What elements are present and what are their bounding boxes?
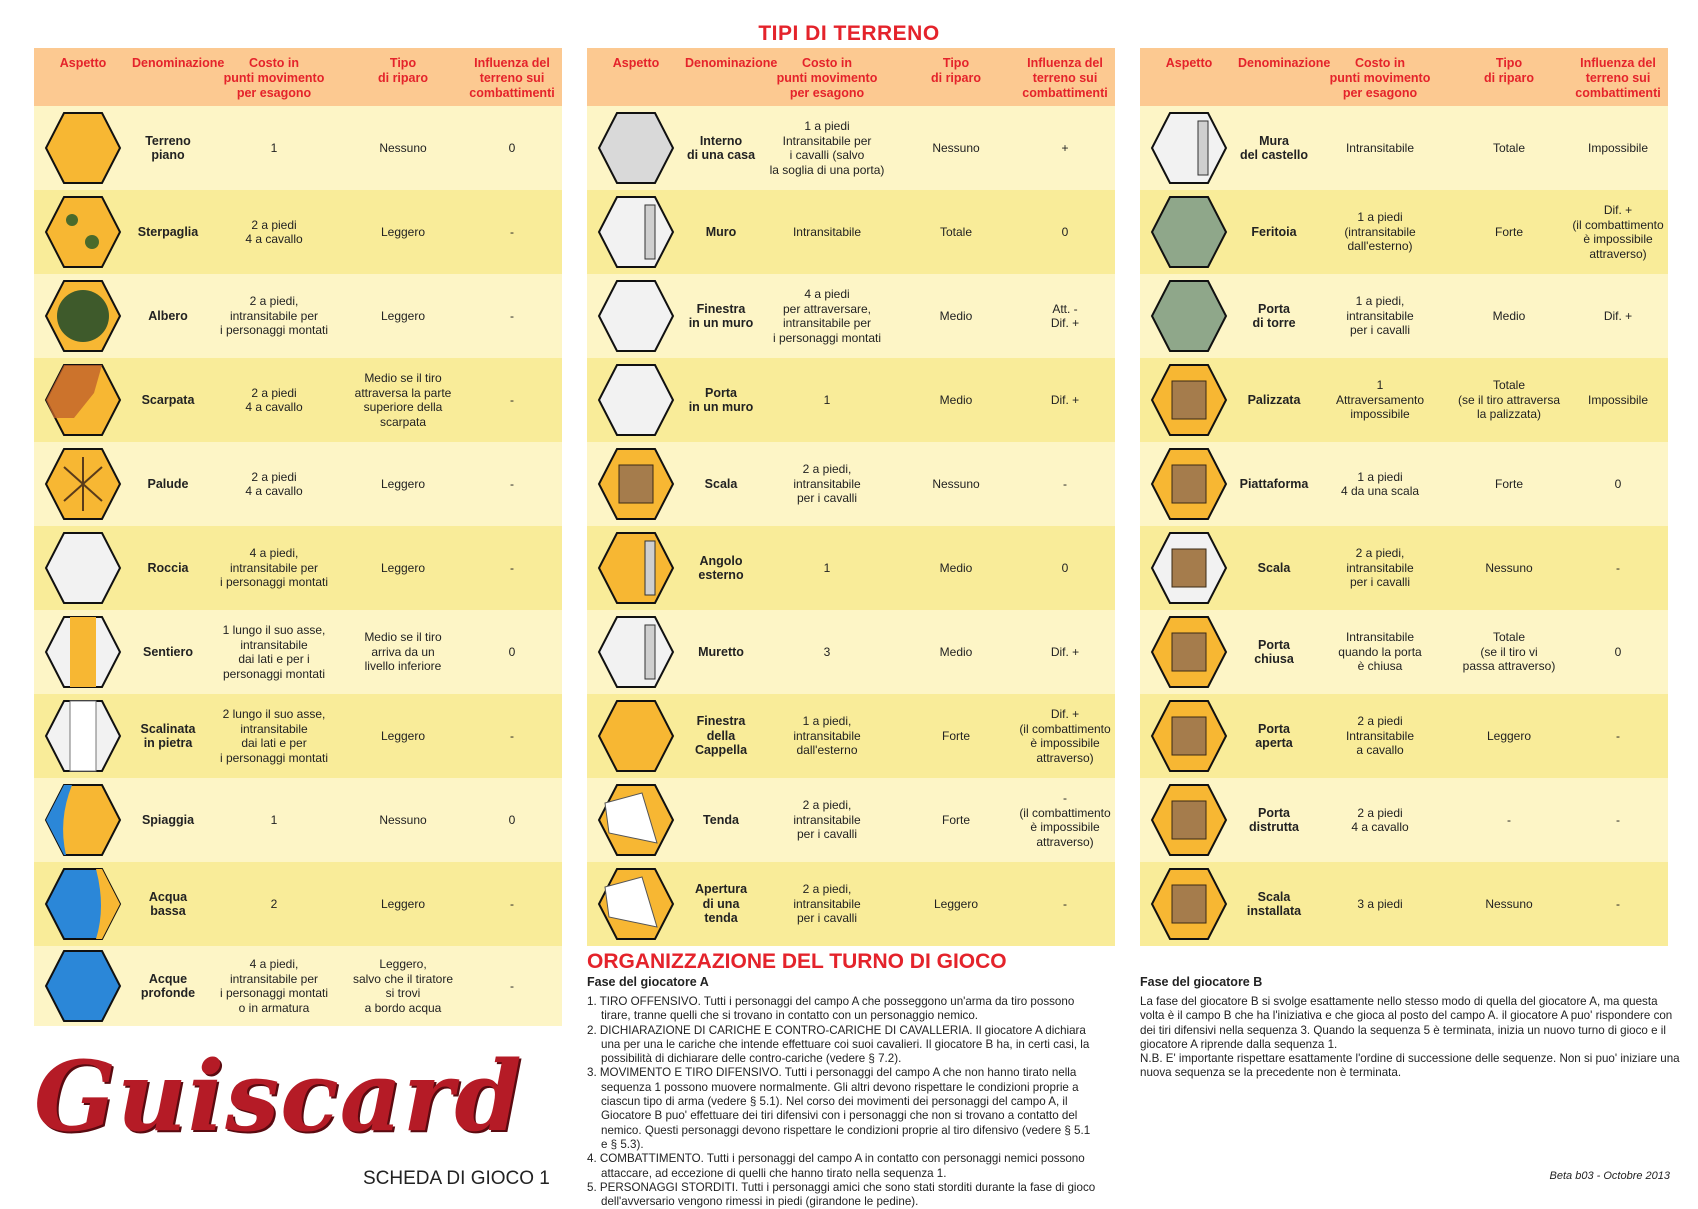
stone-stairs-icon: [34, 699, 132, 773]
table-row: [587, 274, 1115, 358]
cell-name: Porta chiusa: [1254, 637, 1294, 666]
cell-influence: 0: [508, 140, 516, 155]
cell-cover: Medio: [1492, 308, 1526, 323]
cell-cover: Leggero: [380, 476, 426, 491]
cell-name: Feritoia: [1251, 224, 1297, 239]
cell-name: Apertura di una tenda: [694, 882, 748, 926]
rock-icon: [34, 531, 132, 605]
cell-cover: Medio: [939, 308, 973, 323]
cell-cover: Totale: [939, 224, 973, 239]
cell-cost: 1 a piedi (intransitabile dall'esterno): [1344, 210, 1416, 254]
table-row: [1140, 526, 1668, 610]
cell-cost: 2 a piedi, intransitabile per i personaggi montati: [219, 294, 329, 338]
list-item: 4. COMBATTIMENTO. Tutti i personaggi del campo A in contatto con personaggi nemici possono attaccare, ad eccezione di quelli che hanno tirato nella sequenza 1.: [587, 1152, 1085, 1180]
cell-influence: Dif. +: [1050, 392, 1080, 407]
list-item: 1. TIRO OFFENSIVO. Tutti i personaggi del campo A che posseggono un'arma da tiro possono tirare, tranne quelli che si trovano in contatto con un personaggio nemico.: [587, 995, 1075, 1023]
cell-name: Muretto: [698, 644, 744, 659]
table-row: [587, 190, 1115, 274]
cell-influence: Att. - Dif. +: [1050, 301, 1080, 330]
cell-influence: 0: [1614, 476, 1622, 491]
table-body: [1140, 106, 1668, 946]
cell-name: Sterpaglia: [137, 224, 199, 239]
table-row: [1140, 694, 1668, 778]
table-row: [34, 778, 562, 862]
column-header: Influenza del terreno sui combattimenti: [1575, 56, 1661, 100]
cell-cover: Medio: [939, 644, 973, 659]
table-row: [1140, 274, 1668, 358]
arrow-slit-icon: [1140, 195, 1238, 269]
castle-wall-icon: [1140, 111, 1238, 185]
table-row: [34, 274, 562, 358]
house-interior-icon: [587, 111, 685, 185]
cell-cost: 4 a piedi, intransitabile per i personaggi montati o in armatura: [219, 957, 329, 1015]
cell-cost: 2 a piedi 4 a cavallo: [245, 385, 303, 414]
column-header: Tipo di riparo: [1483, 56, 1534, 85]
cell-cover: Leggero: [933, 896, 979, 911]
shallow-water-icon: [34, 867, 132, 941]
cell-influence: -: [1616, 560, 1620, 575]
column-header: Denominazione: [685, 56, 778, 70]
cell-influence: Impossibile: [1587, 140, 1649, 155]
table-row: [587, 610, 1115, 694]
cell-name: Spiaggia: [141, 812, 195, 827]
cell-cost: 3 a piedi: [1357, 896, 1403, 911]
column-header: Tipo di riparo: [377, 56, 428, 85]
cell-name: Scarpata: [141, 392, 195, 407]
cell-name: Scala: [704, 476, 738, 491]
cell-influence: Dif. +: [1050, 644, 1080, 659]
table-header: [34, 48, 562, 106]
table-row: [1140, 778, 1668, 862]
platform-icon: [1140, 447, 1238, 521]
cell-influence: -: [510, 728, 514, 743]
cell-name: Piattaforma: [1239, 476, 1309, 491]
cell-influence: -: [510, 560, 514, 575]
sheet-label: SCHEDA DI GIOCO 1: [363, 1168, 550, 1189]
wall-window-icon: [587, 279, 685, 353]
wall-icon: [587, 195, 685, 269]
cell-cover: Medio: [939, 560, 973, 575]
version-label: Beta b03 - Octobre 2013: [1549, 1170, 1670, 1182]
cell-influence: Impossibile: [1587, 392, 1649, 407]
table-row: [587, 106, 1115, 190]
cell-cost: 1: [270, 140, 278, 155]
cell-cost: 4 a piedi, intransitabile per i personaggi montati: [219, 546, 329, 590]
cell-cover: Totale (se il tiro attraversa la palizzata): [1457, 378, 1561, 422]
cell-influence: -: [510, 224, 514, 239]
cell-influence: -: [1616, 728, 1620, 743]
table-row: [587, 778, 1115, 862]
table-row: [1140, 190, 1668, 274]
cell-influence: 0: [508, 812, 516, 827]
cell-cost: 1 a piedi 4 da una scala: [1340, 469, 1420, 498]
cell-cost: 1 a piedi Intransitabile per i cavalli (salvo la soglia di una porta): [769, 119, 885, 177]
cell-cost: 2 a piedi, intransitabile per i cavalli: [793, 882, 861, 926]
cell-name: Acqua bassa: [148, 889, 188, 918]
tent-icon: [587, 783, 685, 857]
cell-cover: Forte: [941, 812, 970, 827]
turn-section-title: ORGANIZZAZIONE DEL TURNO DI GIOCO: [587, 950, 1007, 973]
table-row: [34, 106, 562, 190]
cell-influence: -: [510, 978, 514, 993]
cell-influence: 0: [508, 644, 516, 659]
cell-influence: 0: [1061, 560, 1069, 575]
table-row: [34, 610, 562, 694]
cell-name: Terreno piano: [145, 133, 191, 162]
cell-influence: -: [1616, 812, 1620, 827]
installed-ladder-icon: [1140, 867, 1238, 941]
cell-cover: Medio se il tiro arriva da un livello inferiore: [364, 630, 442, 674]
cell-cover: Nessuno: [932, 476, 980, 491]
path-icon: [34, 615, 132, 689]
cell-cost: 1 Attraversamento impossibile: [1335, 378, 1425, 422]
cell-cost: 2 a piedi Intransitabile a cavallo: [1345, 714, 1415, 758]
table-row: [34, 442, 562, 526]
cell-cover: Leggero: [1486, 728, 1532, 743]
column-header: Costo in punti movimento per esagono: [1329, 56, 1431, 100]
table-row: [34, 862, 562, 946]
table-row: [34, 190, 562, 274]
table-row: [34, 358, 562, 442]
list-item: 5. PERSONAGGI STORDITI. Tutti i personaggi amici che sono stati storditi durante la fase di gioco dell'avversario vengono rimessi in piedi (girandone le pedine).: [587, 1180, 1096, 1209]
cell-cover: Leggero: [380, 728, 426, 743]
cell-influence: -: [1063, 476, 1067, 491]
cell-influence: Dif. + (il combattimento è impossibile attraverso): [1019, 707, 1111, 765]
list-item: 2. DICHIARAZIONE DI CARICHE E CONTRO-CARICHE DI CAVALLERIA. Il giocatore A dichiara una per una le cariche che intende effettuare coi suoi cavalieri. Il giocatore B ha, in certi casi, la possibilità di dichiarare delle contro-cariche (vedere § 7.2).: [587, 1023, 1090, 1066]
cell-cover: Leggero, salvo che il tiratore si trovi a bordo acqua: [352, 957, 454, 1015]
cell-influence: 0: [1614, 644, 1622, 659]
open-gate-icon: [1140, 699, 1238, 773]
cell-name: Scalinata in pietra: [140, 721, 196, 750]
slope-icon: [34, 363, 132, 437]
table-row: [587, 526, 1115, 610]
cell-cover: Medio se il tiro attraversa la parte superiore della scarpata: [354, 371, 452, 429]
column-header: Influenza del terreno sui combattimenti: [1022, 56, 1108, 100]
table-row: [34, 694, 562, 778]
table-row: [1140, 862, 1668, 946]
flat-terrain-icon: [34, 111, 132, 185]
closed-gate-icon: [1140, 615, 1238, 689]
cell-name: Porta distrutta: [1249, 805, 1299, 834]
cell-name: Palizzata: [1247, 392, 1301, 407]
cell-name: Tenda: [703, 812, 739, 827]
cell-name: Scala: [1257, 560, 1291, 575]
cell-name: Palude: [147, 476, 189, 491]
column-header: Aspetto: [59, 56, 107, 70]
cell-influence: 0: [1061, 224, 1069, 239]
cell-name: Sentiero: [142, 644, 193, 659]
table-row: [1140, 106, 1668, 190]
cell-cover: Leggero: [380, 308, 426, 323]
cell-cost: 1: [823, 392, 831, 407]
cell-cost: 2: [270, 896, 278, 911]
cell-cost: 2 lungo il suo asse, intransitabile dai lati e per i personaggi montati: [219, 707, 329, 765]
cell-name: Mura del castello: [1239, 133, 1309, 162]
deep-water-icon: [34, 949, 132, 1023]
cell-influence: Dif. +: [1603, 308, 1633, 323]
cell-influence: Dif. + (il combattimento è impossibile attraverso): [1572, 203, 1664, 261]
column-header: Denominazione: [132, 56, 225, 70]
cell-influence: - (il combattimento è impossibile attraverso): [1019, 791, 1111, 849]
low-wall-icon: [587, 615, 685, 689]
cell-name: Muro: [705, 224, 737, 239]
ladder-icon: [587, 447, 685, 521]
cell-cover: Forte: [941, 728, 970, 743]
cell-cost: Intransitabile: [1345, 140, 1415, 155]
table-body: [34, 106, 562, 1026]
cell-name: Porta in un muro: [688, 385, 754, 414]
cell-influence: -: [510, 308, 514, 323]
cell-cost: 2 a piedi 4 a cavallo: [245, 217, 303, 246]
terrain-table-3: [1140, 48, 1668, 946]
phase-a-list: [587, 995, 1097, 1209]
cell-cost: 2 a piedi 4 a cavallo: [245, 469, 303, 498]
column-header: Influenza del terreno sui combattimenti: [469, 56, 555, 100]
column-header: Denominazione: [1238, 56, 1331, 70]
phase-b-text-block: [1140, 995, 1680, 1081]
cell-name: Acque profonde: [140, 971, 196, 1000]
cell-name: Interno di una casa: [686, 133, 756, 162]
page-title: TIPI DI TERRENO: [758, 22, 940, 45]
table-row: [1140, 442, 1668, 526]
cell-cost: 2 a piedi, intransitabile per i cavalli: [1346, 546, 1414, 590]
cell-cover: Leggero: [380, 224, 426, 239]
cell-cost: 2 a piedi, intransitabile per i cavalli: [793, 798, 861, 842]
cell-cover: -: [1507, 812, 1511, 827]
column-header: Tipo di riparo: [930, 56, 981, 85]
palisade-icon: [1140, 363, 1238, 437]
cell-cover: Leggero: [380, 560, 426, 575]
phase-b-title: Fase del giocatore B: [1140, 975, 1263, 989]
table-row: [587, 358, 1115, 442]
table-body: [587, 106, 1115, 946]
cell-cover: Nessuno: [932, 140, 980, 155]
cell-influence: +: [1061, 140, 1069, 155]
tent-opening-icon: [587, 867, 685, 941]
cell-cost: 3: [823, 644, 831, 659]
tower-door-icon: [1140, 279, 1238, 353]
cell-cover: Forte: [1494, 476, 1523, 491]
marsh-icon: [34, 447, 132, 521]
table-row: [34, 946, 562, 1026]
beach-icon: [34, 783, 132, 857]
cell-cost: 1 lungo il suo asse, intransitabile dai lati e per i personaggi montati: [222, 623, 326, 681]
tree-icon: [34, 279, 132, 353]
cell-cover: Totale: [1492, 140, 1526, 155]
terrain-table-1: [34, 48, 562, 1026]
column-header: Aspetto: [612, 56, 660, 70]
cell-name: Finestra della Cappella: [694, 714, 748, 758]
cell-cost: 2 a piedi, intransitabile per i cavalli: [793, 462, 861, 506]
table-row: [587, 442, 1115, 526]
cell-cover: Nessuno: [1485, 560, 1533, 575]
cell-cost: 1 a piedi, intransitabile per i cavalli: [1346, 294, 1414, 338]
cell-name: Porta aperta: [1255, 721, 1293, 750]
cell-cover: Totale (se il tiro vi passa attraverso): [1462, 630, 1556, 674]
cell-cover: Forte: [1494, 224, 1523, 239]
wooden-stairs-icon: [1140, 531, 1238, 605]
wall-door-icon: [587, 363, 685, 437]
table-row: [587, 694, 1115, 778]
cell-cost: 4 a piedi per attraversare, intransitabile per i personaggi montati: [772, 287, 882, 345]
cell-influence: -: [510, 476, 514, 491]
phase-b-text: La fase del giocatore B si svolge esattamente nello stesso modo di quella del giocatore A, ma questa volta è il campo B che ha l'iniziativa e che gioca al posto del campo A. il giocatore A puo' rispondere con dei tiri difensivi nella sequenza 3. Quando la sequenza 5 è terminata, inizia un nuovo turno di gioco e il giocatore A riprende dalla sequenza 1.: [1140, 995, 1673, 1051]
table-row: [1140, 610, 1668, 694]
table-row: [1140, 358, 1668, 442]
cell-cost: 1: [823, 560, 831, 575]
cell-cost: 2 a piedi 4 a cavallo: [1351, 805, 1409, 834]
cell-name: Roccia: [147, 560, 189, 575]
cell-cover: Leggero: [380, 896, 426, 911]
guiscard-logo: Guiscard: [34, 1040, 523, 1153]
cell-cost: Intransitabile quando la porta è chiusa: [1338, 630, 1422, 674]
list-item: 3. MOVIMENTO E TIRO DIFENSIVO. Tutti i personaggi del campo A che non hanno tirato nella sequenza 1 possono muovere normalmente. Gli altri devono rispettare le condizioni proprie a ciascun tipo di arma (vedere § 5.1). Nel corso dei movimenti dei personaggi del campo A, il Giocatore B puo' effettuare dei tiri difensivi con i personaggi che non si trovano a contatto del nemico. Questi personaggi devono rispettare le condizioni proprie al tiro difensivo (vedere § 5.1 e § 5.3).: [587, 1066, 1091, 1151]
cell-name: Scala installata: [1246, 889, 1302, 918]
table-header: [1140, 48, 1668, 106]
cell-cost: Intransitabile: [792, 224, 862, 239]
column-header: Costo in punti movimento per esagono: [776, 56, 878, 100]
cell-cover: Nessuno: [379, 140, 427, 155]
cell-cover: Medio: [939, 392, 973, 407]
cell-cost: 1 a piedi, intransitabile dall'esterno: [793, 714, 861, 758]
phase-b-note: N.B. E' importante rispettare esattamente l'ordine di successione delle sequenze. Non si puo' iniziare una nuova sequenza se la precedente non è terminata.: [1140, 1052, 1680, 1080]
cell-name: Albero: [148, 308, 188, 323]
outer-corner-icon: [587, 531, 685, 605]
column-header: Costo in punti movimento per esagono: [223, 56, 325, 100]
cell-influence: -: [1063, 896, 1067, 911]
brush-icon: [34, 195, 132, 269]
table-row: [34, 526, 562, 610]
cell-cover: Nessuno: [379, 812, 427, 827]
table-row: [587, 862, 1115, 946]
cell-cost: 1: [270, 812, 278, 827]
phase-a-title: Fase del giocatore A: [587, 975, 709, 989]
table-header: [587, 48, 1115, 106]
column-header: Aspetto: [1165, 56, 1213, 70]
destroyed-gate-icon: [1140, 783, 1238, 857]
cell-cover: Nessuno: [1485, 896, 1533, 911]
chapel-window-icon: [587, 699, 685, 773]
cell-name: Porta di torre: [1252, 301, 1296, 330]
cell-influence: -: [1616, 896, 1620, 911]
cell-name: Angolo esterno: [698, 553, 744, 582]
cell-influence: -: [510, 896, 514, 911]
cell-name: Finestra in un muro: [688, 301, 754, 330]
terrain-table-2: [587, 48, 1115, 946]
cell-influence: -: [510, 392, 514, 407]
